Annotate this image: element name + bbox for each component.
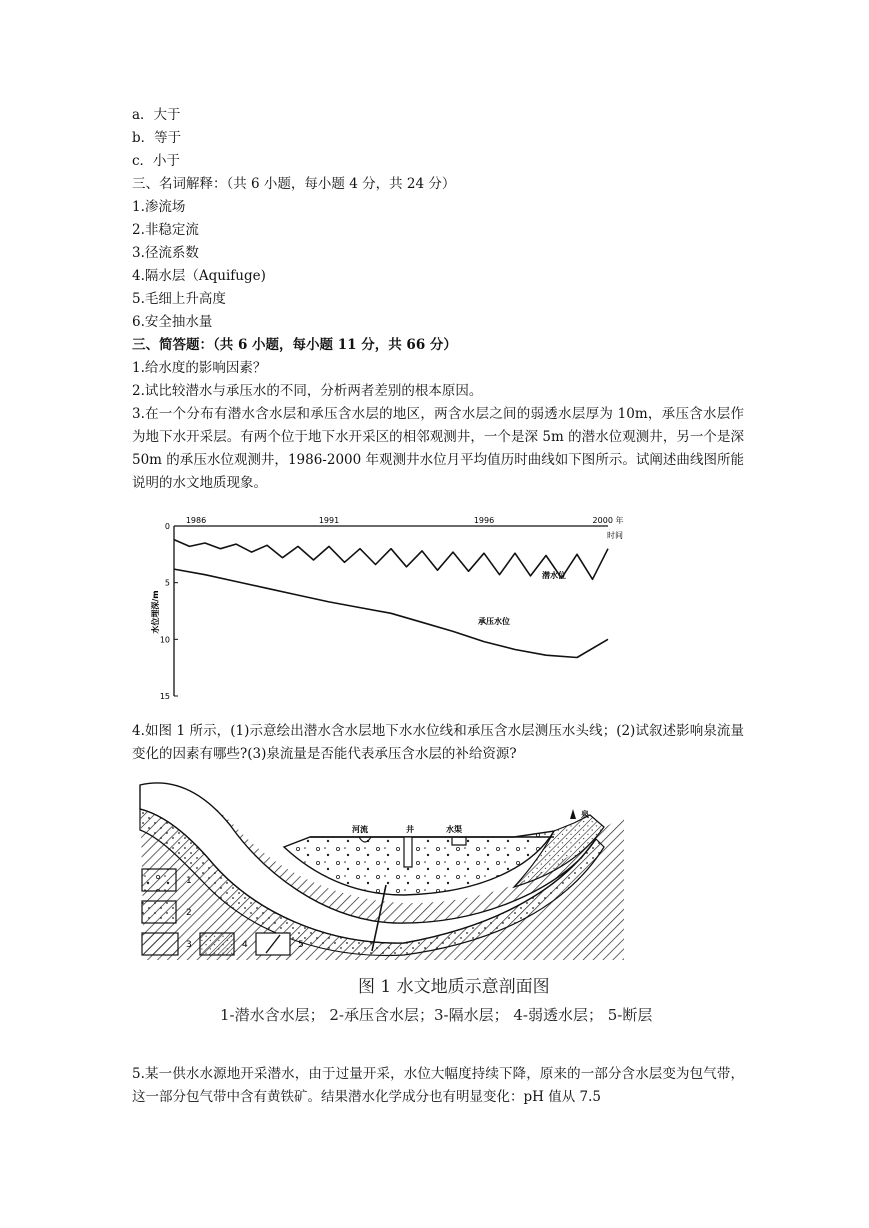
option-a: a．大于	[132, 107, 181, 123]
label-spring: 泉	[581, 810, 589, 819]
term-item: 1.渗流场	[132, 199, 186, 215]
legend-number-3: 3	[186, 940, 192, 950]
question-3: 3.在一个分布有潜水含水层和承压含水层的地区，两含水层之间的弱透水层厚为 10m，承压含水层作为地下水开采层。有两个位于地下水开采区的相邻观测井，一个是深 5m 的潜水位观测井，另一个是深 50m 的承压水位观测井，1986-2000 年观测井水位月平均值历时曲线如下图所示。试阐述曲线图所能说明的水文地质现象。	[132, 406, 744, 491]
question-4: 4.如图 1 所示，(1)示意绘出潜水含水层地下水水位线和承压含水层测压水头线；(2)试叙述影响泉流量变化的因素有哪些?(3)泉流量是否能代表承压含水层的补给资源?	[132, 723, 744, 762]
term-item: 5.毛细上升高度	[132, 291, 226, 307]
y-tick-label: 0	[164, 522, 170, 531]
question-1: 1.给水度的影响因素？	[132, 360, 267, 376]
option-c: c．小于	[132, 153, 181, 169]
legend-number-2: 2	[186, 908, 192, 918]
label-river: 河流	[352, 825, 368, 834]
option-b: b．等于	[132, 130, 182, 146]
x-year-label: 1986	[185, 516, 207, 525]
figure-caption: 图 1 水文地质示意剖面图	[358, 977, 550, 997]
term-item: 4.隔水层（Aquifuge)	[132, 268, 266, 284]
legend-swatch-1	[142, 869, 176, 891]
question-2: 2.试比较潜水与承压水的不同，分析两者差别的根本原因。	[132, 383, 483, 399]
term-item: 6.安全抽水量	[132, 314, 213, 330]
well-shaft	[404, 837, 412, 867]
legend-swatch-2	[142, 901, 176, 923]
legend-number-4: 4	[242, 940, 248, 950]
term-item: 2.非稳定流	[132, 222, 199, 238]
x-year-label: 1991	[318, 516, 340, 525]
label-well: 井	[406, 825, 414, 834]
series-label-confined: 承压水位	[478, 617, 510, 626]
legend-swatch-3	[142, 933, 178, 955]
x-year-label: 2000 年	[592, 516, 624, 525]
y-tick-label: 15	[159, 692, 170, 700]
legend-swatch-4	[200, 933, 234, 955]
figure-legend-text: 1-潜水含水层； 2-承压含水层；3-隔水层； 4-弱透水层； 5-断层	[220, 1006, 653, 1024]
y-tick-label: 5	[164, 578, 170, 588]
term-item: 3.径流系数	[132, 245, 199, 261]
series-line-confined	[174, 569, 608, 657]
section-heading-terms: 三、名词解释：（共 6 小题，每小题 4 分，共 24 分）	[132, 176, 456, 192]
series-label-phreatic: 潜水位	[542, 571, 566, 580]
y-axis-label: 水位埋深/m	[151, 590, 160, 634]
x-year-label: 1996	[473, 516, 495, 525]
y-tick-label: 10	[159, 635, 170, 645]
chart-ticks	[160, 515, 624, 700]
section-heading-short-answer: 三、简答题：（共 6 小题，每小题 11 分，共 66 分）	[132, 337, 457, 353]
legend-number-1: 1	[186, 876, 192, 886]
x-axis-time-label: 时间	[607, 531, 623, 540]
spring-marker	[570, 809, 576, 819]
water-level-chart	[150, 512, 630, 700]
label-canal: 水渠	[446, 825, 462, 834]
chart-axes	[174, 526, 608, 696]
question-5: 5.某一供水水源地开采潜水，由于过量开采，水位大幅度持续下降，原来的一部分含水层变为包气带，这一部分包气带中含有黄铁矿。结果潜水化学成分也有明显变化：pH 值从 7.5	[132, 1066, 744, 1105]
legend-number-5: 5	[298, 940, 304, 950]
